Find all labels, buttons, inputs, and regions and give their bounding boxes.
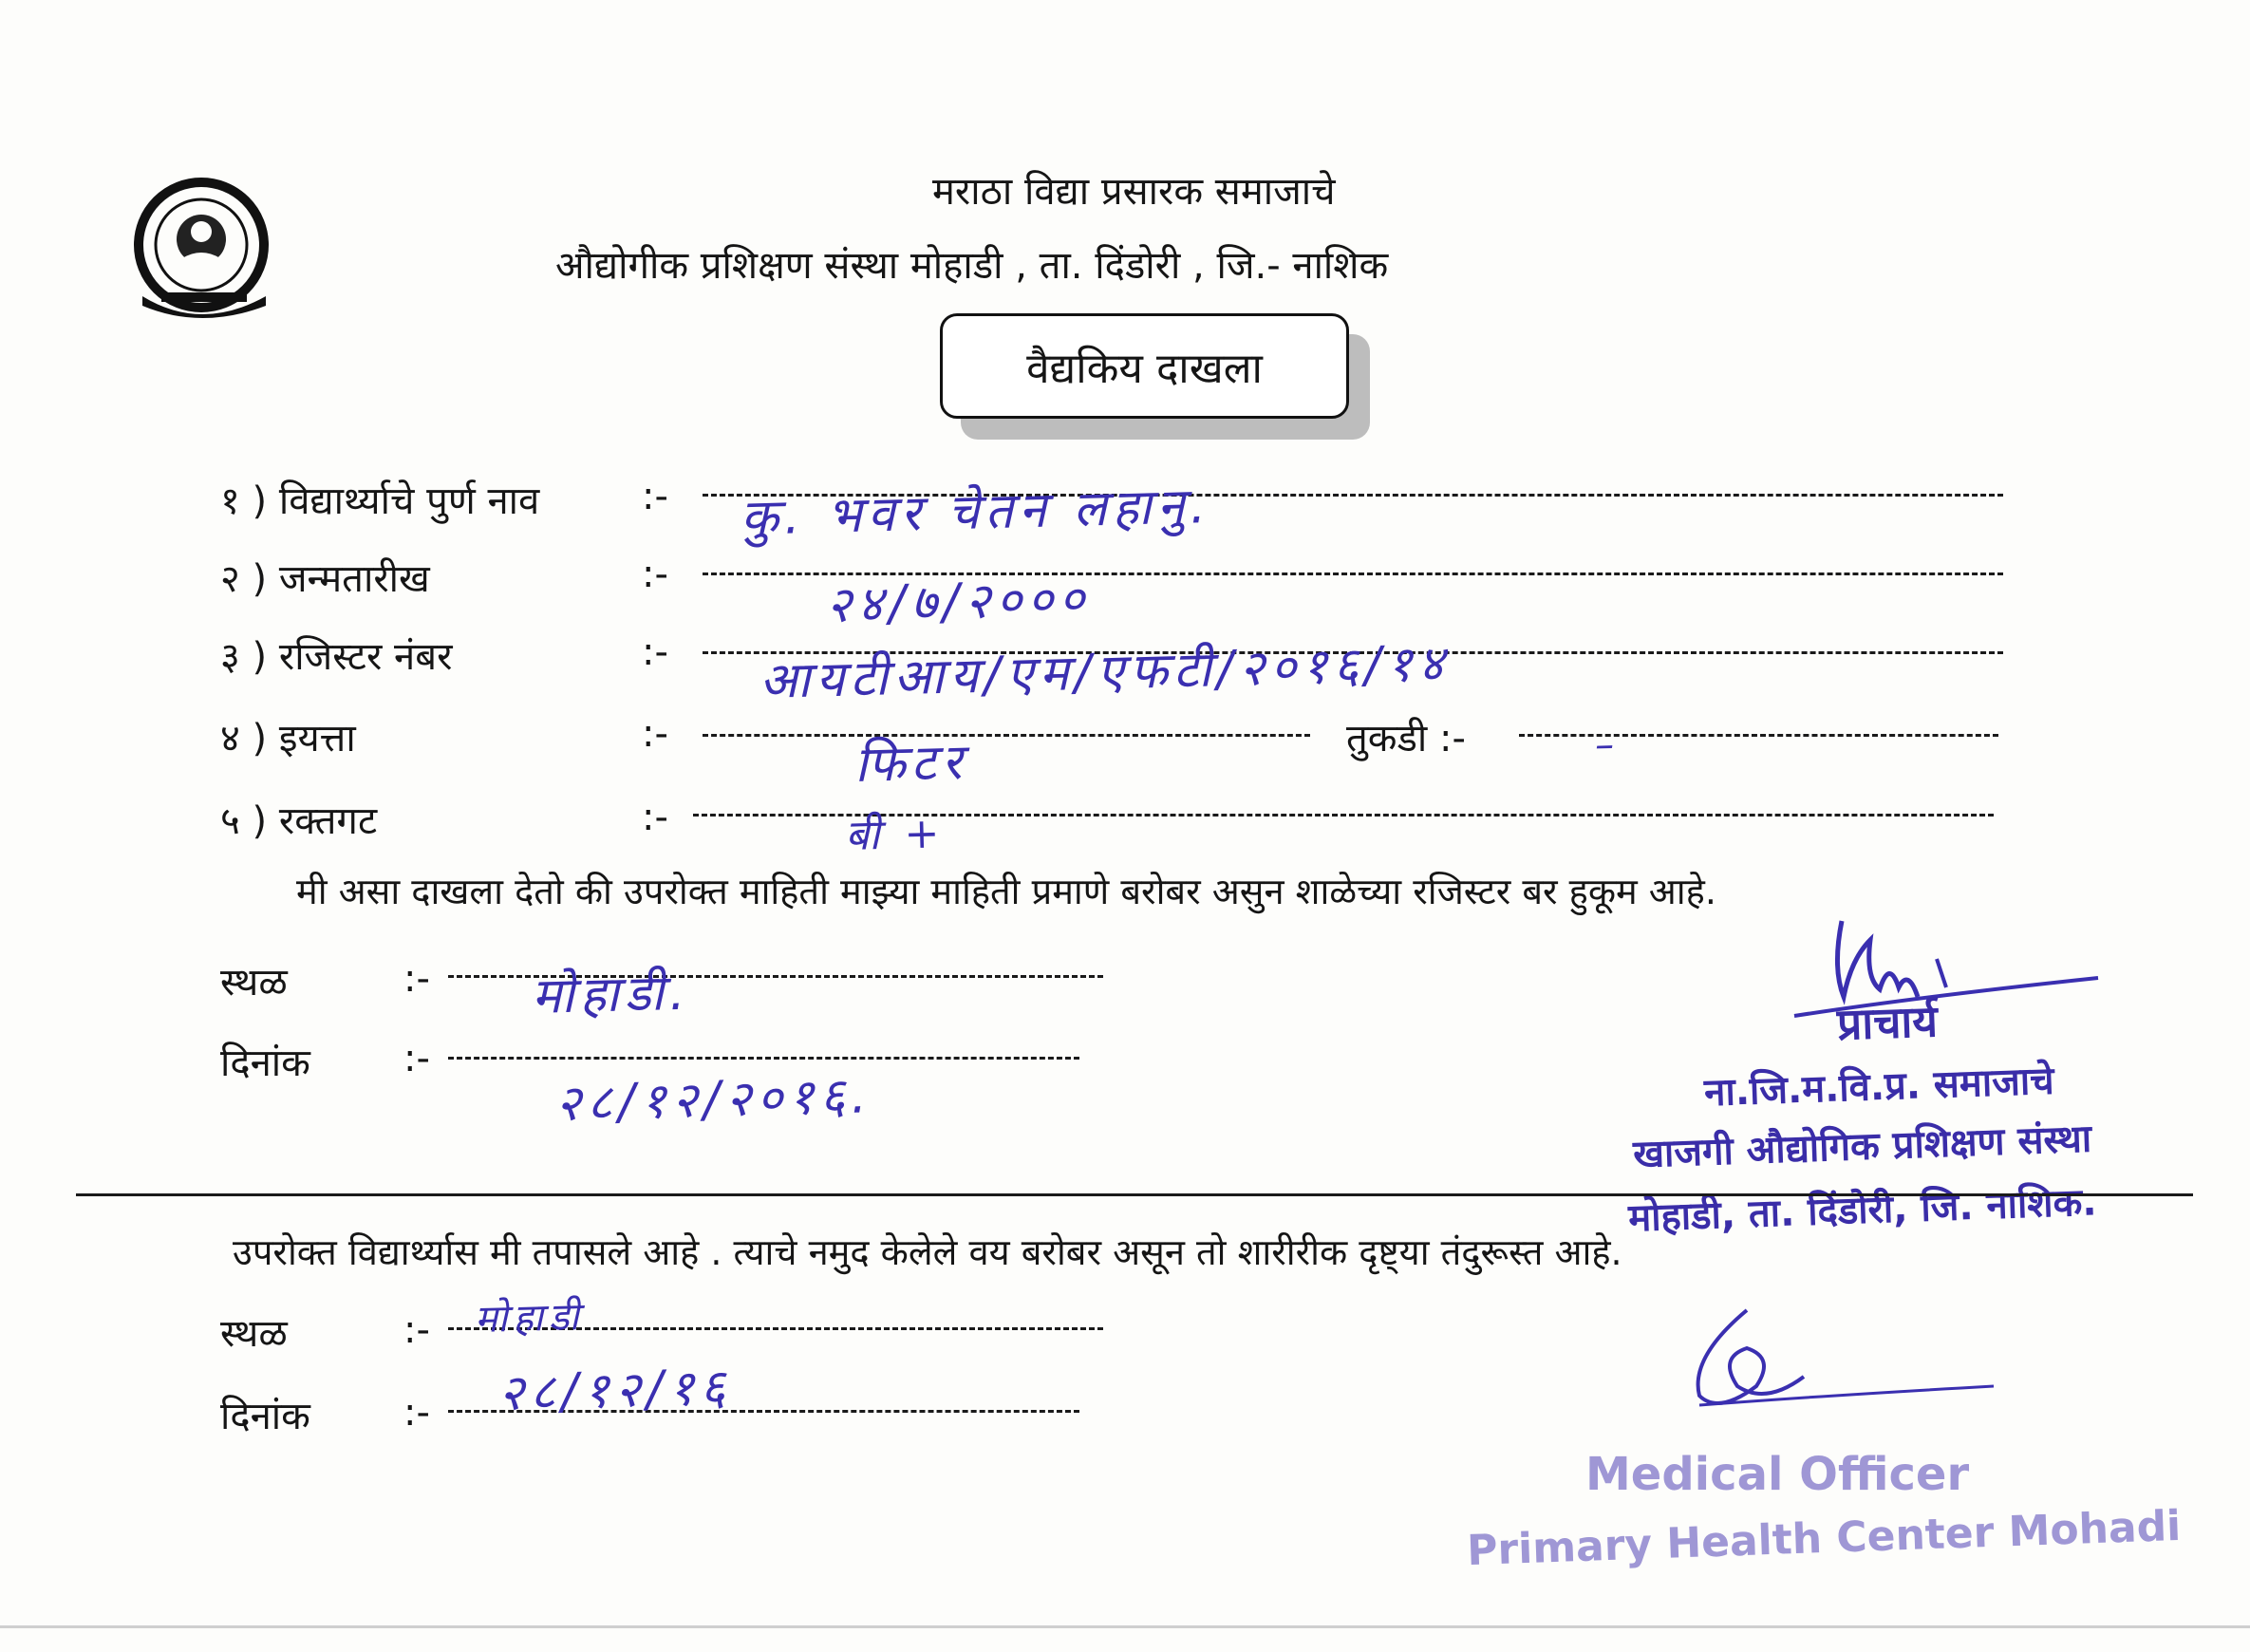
place-value-medical: मोहाडी [474,1294,586,1342]
field-sep-dob: :- [642,553,668,596]
field-line-class [703,734,1310,737]
page-bottom-edge [0,1625,2250,1628]
field-label-dob: २ ) जन्मतारीख [220,557,430,601]
section-divider [76,1193,2193,1196]
declaration-medical: उपरोक्त विद्यार्थ्यास मी तपासले आहे . त्याचे नमुद केलेले वय बरोबर असून तो शारीरीक दृष्ट्या तंदुरूस्त आहे. [233,1231,1622,1273]
principal-stamp-title: प्राचार्य [1836,995,1939,1050]
date-value-medical: २८/१२/१६ [497,1359,733,1422]
place-sep-medical: :- [403,1308,430,1352]
field-sep-name: :- [642,475,668,518]
medical-stamp-line2: Primary Health Center Mohadi [1466,1501,2183,1576]
header-society-name: मराठा विद्या प्रसारक समाजाचे [932,170,1336,214]
field-value-name: कु. भवर चेतन लहानु. [740,478,1212,547]
field-value-division: – [1594,723,1621,767]
principal-signature [1775,902,2117,1035]
field-value-dob: २४/७/२००० [825,570,1092,634]
medical-stamp-line1: Medical Officer [1585,1448,1970,1501]
header-institute-name: औद्योगीक प्रशिक्षण संस्था मोहाडी , ता. दिंडोरी , जि.- नाशिक [555,244,1389,288]
date-sep-medical: :- [403,1391,430,1435]
place-sep-school: :- [403,957,430,1001]
certificate-title [940,313,1349,419]
medical-officer-signature [1633,1301,2013,1434]
field-value-blood-group: बी + [844,809,947,860]
principal-stamp-line2: खाजगी औद्योगिक प्रशिक्षण संस्था [1632,1117,2092,1177]
field-sep-class: :- [642,712,668,756]
society-seal-icon [123,171,285,332]
date-sep-school: :- [403,1037,430,1080]
principal-stamp-line3: मोहाडी, ता. दिंडोरी, जि. नाशिक. [1627,1180,2098,1241]
field-label-division: तुकडी :- [1346,717,1466,760]
field-label-class: ४ ) इयत्ता [220,717,356,760]
field-label-blood-group: ५ ) रक्तगट [220,799,378,843]
principal-stamp-line1: ना.जि.म.वि.प्र. समाजाचे [1703,1059,2055,1116]
field-line-division [1519,734,1998,737]
field-sep-register: :- [642,630,668,674]
declaration-school: मी असा दाखला देतो की उपरोक्त माहिती माझ्या माहिती प्रमाणे बरोबर असुन शाळेच्या रजिस्टर बर हुकूम आहे. [296,871,1716,912]
field-label-name: १ ) विद्यार्थ्याचे पुर्ण नाव [220,479,540,523]
place-value-school: मोहाडी. [531,964,692,1025]
date-label-school: दिनांक [220,1042,310,1085]
field-value-register: आयटीआय/एम/एफटी/२०१६/१४ [759,634,1451,710]
certificate-title-text: वैद्यकिय दाखला [1026,344,1263,393]
field-value-class: फिटर [853,733,968,794]
place-label-medical: स्थळ [220,1312,288,1356]
date-label-medical: दिनांक [220,1395,310,1438]
place-label-school: स्थळ [220,961,288,1004]
field-label-register: ३ ) रजिस्टर नंबर [220,635,453,679]
date-line-school [448,1057,1079,1060]
field-sep-blood-group: :- [642,796,668,839]
date-value-school: २८/१२/२०१६. [554,1067,873,1133]
